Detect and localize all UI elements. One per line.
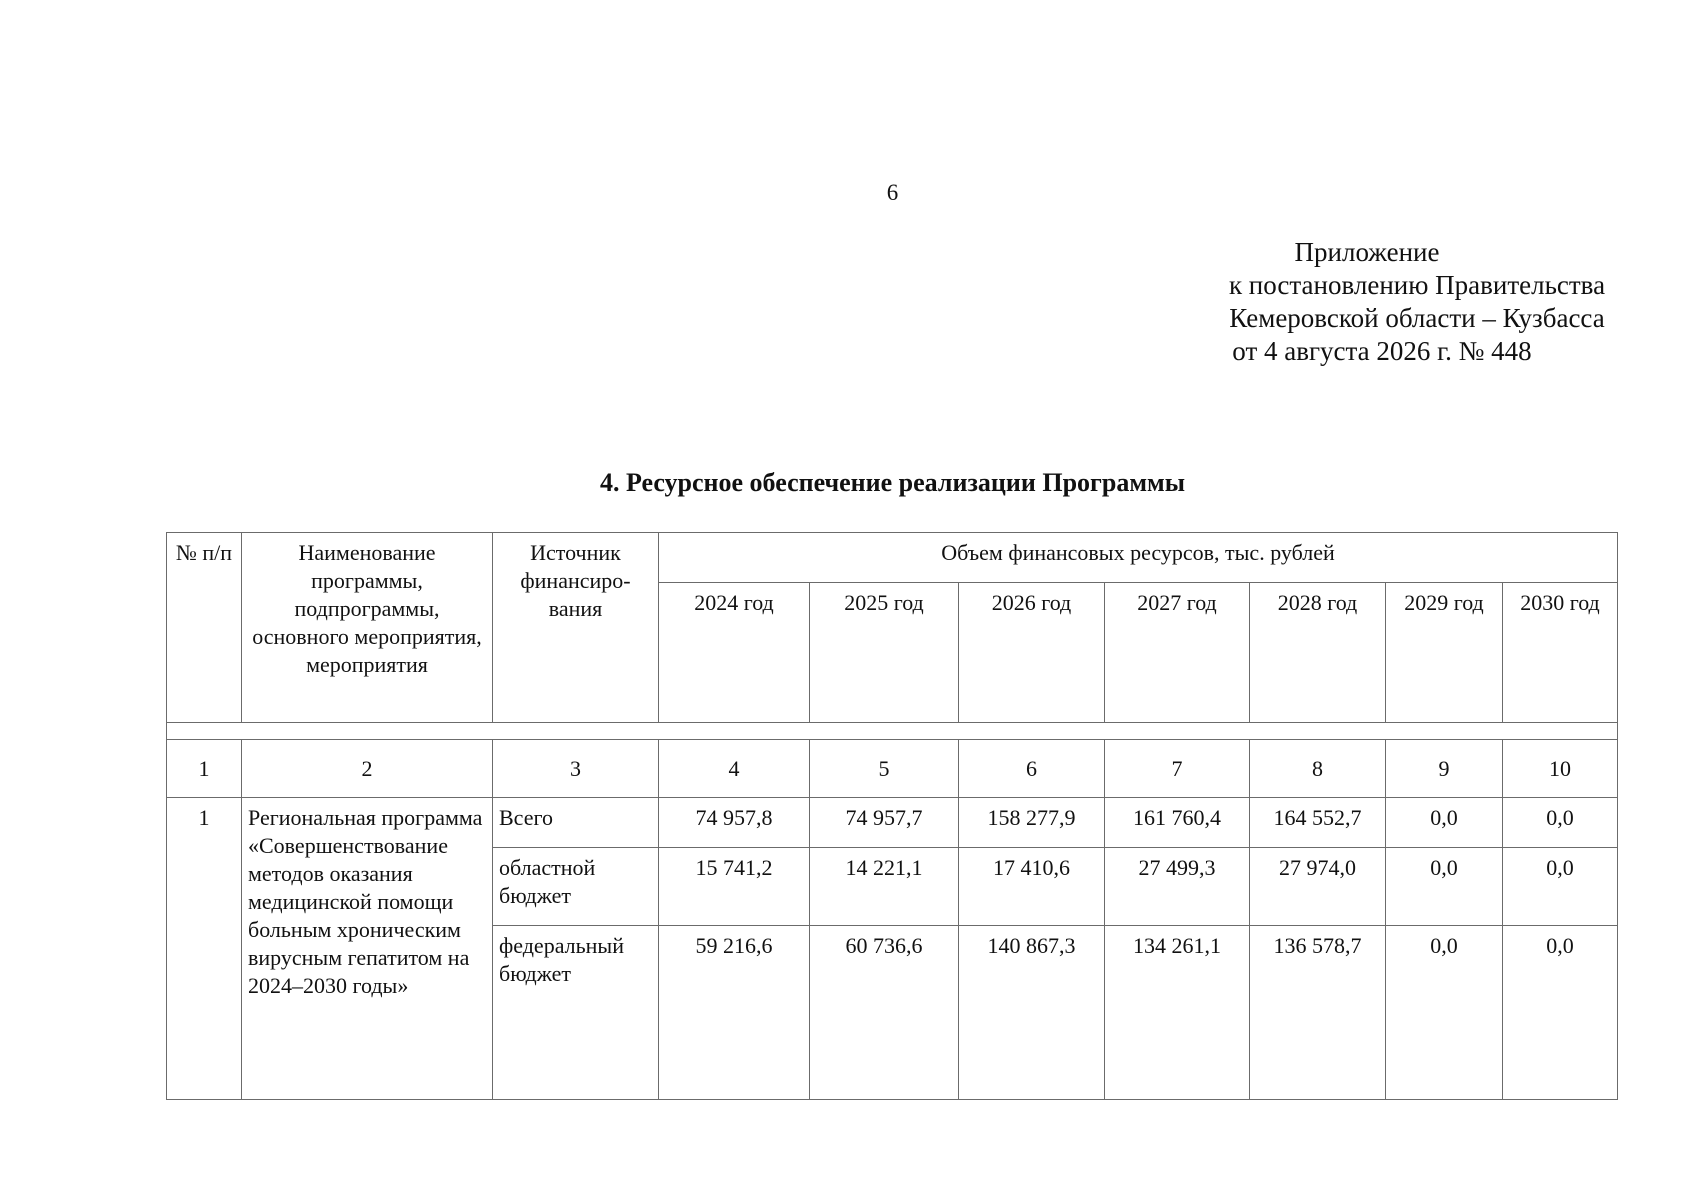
- appendix-title: Приложение: [1294, 237, 1440, 267]
- row-number: 1: [167, 798, 242, 1100]
- source-label: федеральный бюджет: [493, 926, 659, 1100]
- appendix-line-3: Кемеровской области – Кузбасса: [1229, 303, 1605, 333]
- value-cell: 0,0: [1503, 926, 1618, 1100]
- header-year: 2025 год: [810, 583, 959, 723]
- value-cell: 60 736,6: [810, 926, 959, 1100]
- column-number: 1: [167, 740, 242, 798]
- value-cell: 15 741,2: [659, 848, 810, 926]
- appendix-block: [1182, 236, 1652, 368]
- value-cell: 27 974,0: [1250, 848, 1386, 926]
- value-cell: 134 261,1: [1105, 926, 1250, 1100]
- value-cell: 0,0: [1386, 848, 1503, 926]
- column-number: 8: [1250, 740, 1386, 798]
- column-number: 10: [1503, 740, 1618, 798]
- value-cell: 136 578,7: [1250, 926, 1386, 1100]
- header-source: Источник финансиро-вания: [493, 533, 659, 723]
- value-cell: 27 499,3: [1105, 848, 1250, 926]
- value-cell: 0,0: [1503, 798, 1618, 848]
- appendix-line-4: от 4 августа 2026 г. № 448: [1232, 336, 1532, 366]
- table-row: [167, 798, 1618, 848]
- column-number: 6: [959, 740, 1105, 798]
- appendix-line-2: к постановлению Правительства: [1228, 270, 1606, 300]
- header-year: 2024 год: [659, 583, 810, 723]
- value-cell: 161 760,4: [1105, 798, 1250, 848]
- column-number: 2: [242, 740, 493, 798]
- column-number-row: [167, 740, 1618, 798]
- header-volume: Объем финансовых ресурсов, тыс. рублей: [659, 533, 1618, 583]
- column-number: 4: [659, 740, 810, 798]
- column-number: 7: [1105, 740, 1250, 798]
- section-heading: 4. Ресурсное обеспечение реализации Программы: [599, 468, 1186, 497]
- header-name: Наименование программы, подпрограммы, основного мероприятия, мероприятия: [242, 533, 493, 723]
- page-number: 6: [886, 180, 899, 205]
- value-cell: 158 277,9: [959, 798, 1105, 848]
- value-cell: 14 221,1: [810, 848, 959, 926]
- header-year: 2029 год: [1386, 583, 1503, 723]
- value-cell: 164 552,7: [1250, 798, 1386, 848]
- column-number: 9: [1386, 740, 1503, 798]
- value-cell: 0,0: [1503, 848, 1618, 926]
- column-number: 3: [493, 740, 659, 798]
- program-name: Региональная программа «Совершенствование методов оказания медицинской помощи больным хроническим вирусным гепатитом на 2024–2030 годы»: [242, 798, 493, 1100]
- value-cell: 59 216,6: [659, 926, 810, 1100]
- value-cell: 74 957,7: [810, 798, 959, 848]
- value-cell: 17 410,6: [959, 848, 1105, 926]
- header-num: № п/п: [167, 533, 242, 723]
- value-cell: 140 867,3: [959, 926, 1105, 1100]
- value-cell: 0,0: [1386, 926, 1503, 1100]
- value-cell: 74 957,8: [659, 798, 810, 848]
- value-cell: 0,0: [1386, 798, 1503, 848]
- header-year: 2026 год: [959, 583, 1105, 723]
- source-label: Всего: [493, 798, 659, 848]
- column-number: 5: [810, 740, 959, 798]
- header-year: 2030 год: [1503, 583, 1618, 723]
- header-year: 2028 год: [1250, 583, 1386, 723]
- resource-table: [166, 532, 1618, 1100]
- source-label: областной бюджет: [493, 848, 659, 926]
- header-year: 2027 год: [1105, 583, 1250, 723]
